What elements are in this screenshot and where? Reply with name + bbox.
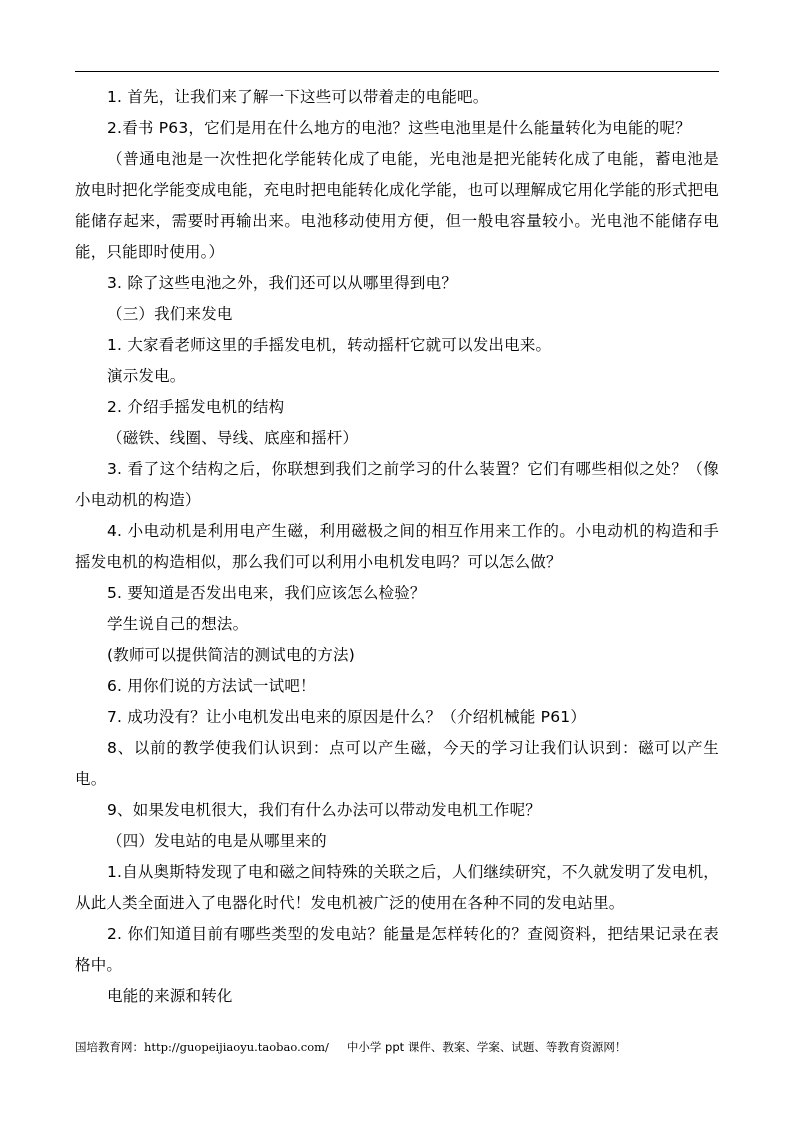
page-footer xyxy=(75,1039,719,1055)
paragraph: 4. 小电动机是利用电产生磁，利用磁极之间的相互作用来工作的。小电动机的构造和手摇发电机的构造相似，那么我们可以利用小电机发电吗？可以怎么做？ xyxy=(75,522,719,571)
footer-tagline: 中小学 ppt 课件、教案、学案、试题、等教育资源网！ xyxy=(346,1040,627,1054)
footer-site-label: 国培教育网： xyxy=(75,1040,144,1054)
section-heading: （三）我们来发电 xyxy=(107,305,233,323)
paragraph: 3. 看了这个结构之后，你联想到我们之前学习的什么装置？它们有哪些相似之处？（像小电动机的构造） xyxy=(75,460,719,509)
header-rule xyxy=(75,71,719,72)
paragraph: 演示发电。 xyxy=(107,367,186,385)
paragraph: 2. 介绍手摇发电机的结构 xyxy=(107,398,285,416)
section-heading: （四）发电站的电是从哪里来的 xyxy=(107,832,327,850)
paragraph: 2. 你们知道目前有哪些类型的发电站？能量是怎样转化的？查阅资料，把结果记录在表格中。 xyxy=(75,925,719,974)
paragraph: 电能的来源和转化 xyxy=(107,987,233,1005)
paragraph: 3. 除了这些电池之外，我们还可以从哪里得到电？ xyxy=(107,274,458,292)
paragraph: 1.自从奥斯特发现了电和磁之间特殊的关联之后，人们继续研究，不久就发明了发电机，从此人类全面进入了电器化时代！发电机被广泛的使用在各种不同的发电站里。 xyxy=(75,863,719,912)
paragraph: 7. 成功没有？让小电机发出电来的原因是什么？（介绍机械能 P61） xyxy=(107,708,587,726)
document-body xyxy=(75,82,719,1012)
paragraph: (教师可以提供简洁的测试电的方法) xyxy=(107,646,355,664)
footer-site-url[interactable]: http://guopeijiaoyu.taobao.com/ xyxy=(144,1040,329,1054)
paragraph: 8、以前的教学使我们认识到：点可以产生磁，今天的学习让我们认识到：磁可以产生电。 xyxy=(75,739,719,788)
paragraph: 5. 要知道是否发出电来，我们应该怎么检验？ xyxy=(107,584,426,602)
paragraph: 学生说自己的想法。 xyxy=(107,615,249,633)
paragraph: 9、如果发电机很大，我们有什么办法可以带动发电机工作呢？ xyxy=(107,801,541,819)
paragraph: 1. 大家看老师这里的手摇发电机，转动摇杆它就可以发出电来。 xyxy=(107,336,552,354)
paragraph: 6. 用你们说的方法试一试吧！ xyxy=(107,677,316,695)
paragraph: 2.看书 P63，它们是用在什么地方的电池？这些电池里是什么能量转化为电能的呢？ xyxy=(107,119,691,137)
paragraph: （磁铁、线圈、导线、底座和摇杆） xyxy=(107,429,359,447)
paragraph: （普通电池是一次性把化学能转化成了电能，光电池是把光能转化成了电能，蓄电池是放电时把化学能变成电能，充电时把电能转化成化学能，也可以理解成它用化学能的形式把电能储存起来，需要时再输出来。电池移动使用方便，但一般电容量较小。光电池不能储存电能，只能即时使用。） xyxy=(75,150,719,261)
paragraph: 1. 首先，让我们来了解一下这些可以带着走的电能吧。 xyxy=(107,88,489,106)
